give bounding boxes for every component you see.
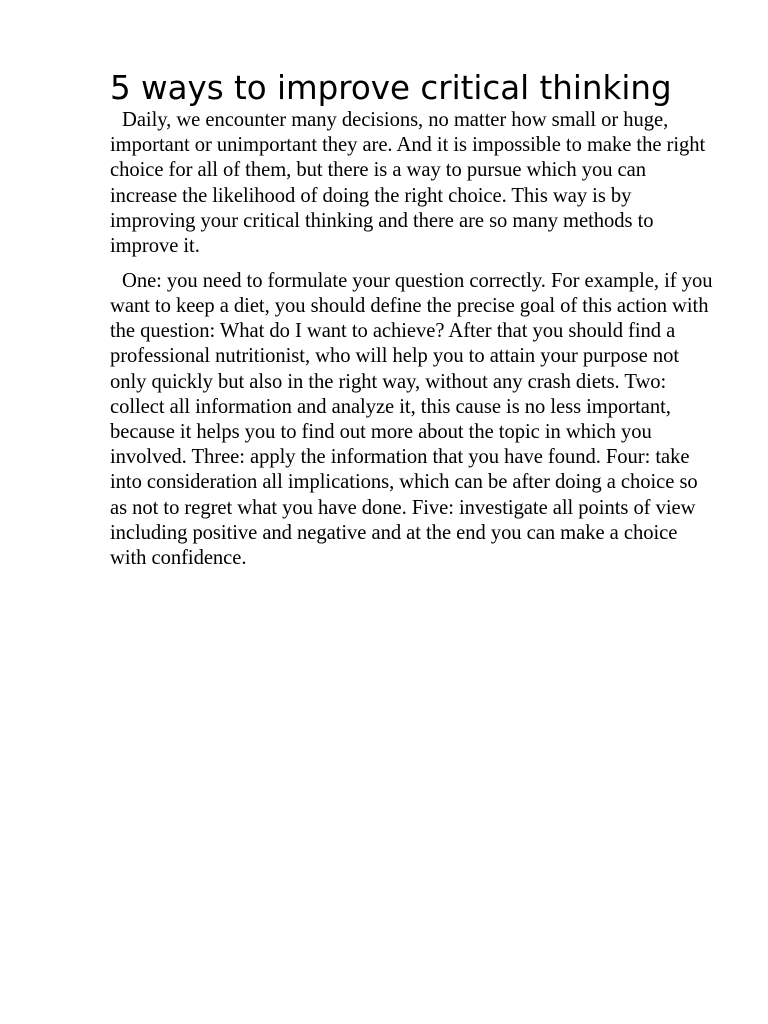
document-page: [110, 68, 716, 571]
paragraph-methods: One: you need to formulate your question correctly. For example, if you want to keep a diet, you should define the precise goal of this action with the question: What do I want to achieve? After that you should find a professional nutritionist, who will help you to attain your purpose not only quickly but also in the right way, without any crash diets. Two: collect all information and analyze it, this cause is no less important, because it helps you to find out more about the topic in which you involved. Three: apply the information that you have found. Four: take into consideration all implications, which can be after doing a choice so as not to regret what you have done. Five: investigate all points of view including positive and negative and at the end you can make a choice with confidence.: [110, 269, 713, 569]
document-title: 5 ways to improve critical thinking: [110, 69, 672, 107]
paragraph-intro: Daily, we encounter many decisions, no matter how small or huge, important or unimportant they are. And it is impossible to make the right choice for all of them, but there is a way to pursue which you can increase the likelihood of doing the right choice. This way is by improving your critical thinking and there are so many methods to improve it.: [110, 109, 706, 258]
